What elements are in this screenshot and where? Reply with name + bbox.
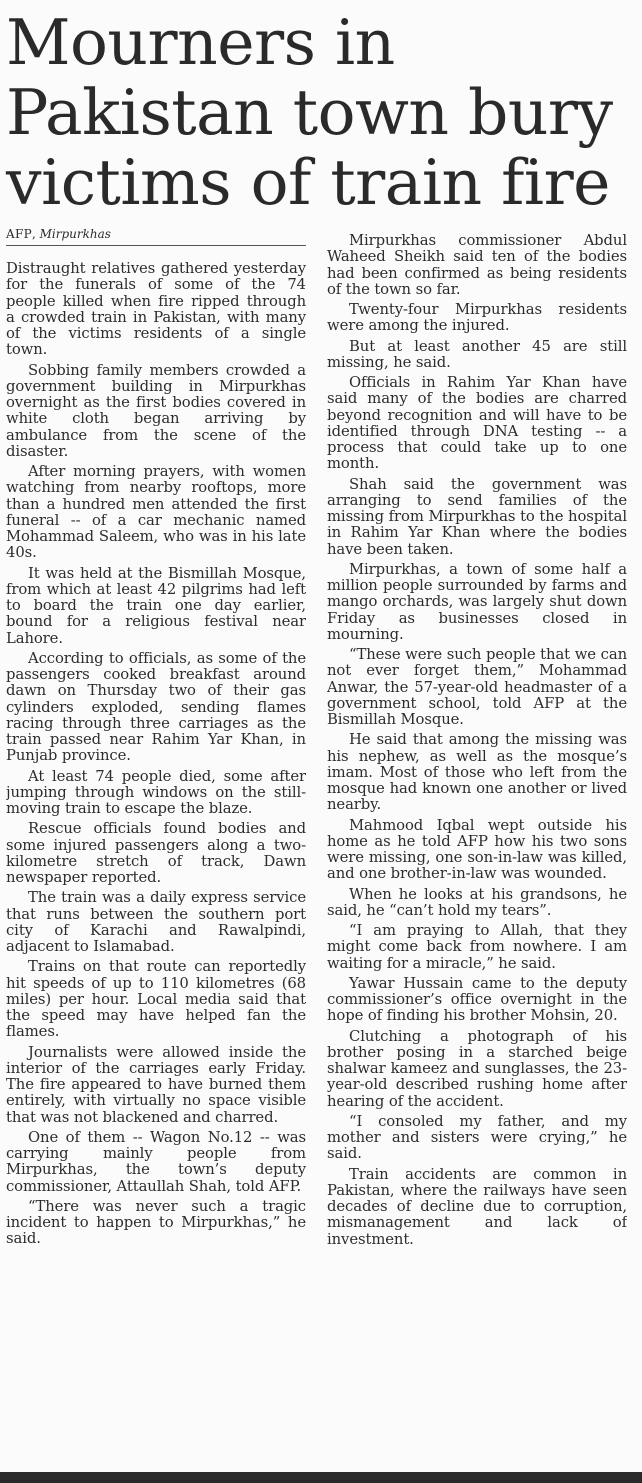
byline-location: Mirpurkhas bbox=[39, 227, 111, 241]
article-column-left bbox=[6, 261, 306, 1473]
article-paragraph: Clutching a photograph of his brother posing in a starched beige shalwar kameez and sunglasses, the 23-year-old described rushing home after hearing of the accident. bbox=[327, 1027, 627, 1110]
byline-divider bbox=[6, 245, 306, 246]
article-paragraph: Train accidents are common in Pakistan, where the railways have seen decades of decline due to corruption, mismanagement and lack of investment. bbox=[327, 1165, 627, 1248]
article-paragraph: He said that among the missing was his nephew, as well as the mosque’s imam. Most of those who left from the mosque had known one another or lived nearby. bbox=[327, 731, 627, 814]
headline: Mourners in Pakistan town bury victims of train fire bbox=[6, 6, 613, 219]
article-paragraph: After morning prayers, with women watching from nearby rooftops, more than a hundred men attended the first funeral -- of a car mechanic named Mohammad Saleem, who was in his late 40s. bbox=[6, 463, 306, 562]
article-paragraph: “I am praying to Allah, that they might come back from nowhere. I am waiting for a miracle,” he said. bbox=[327, 922, 627, 972]
article-paragraph: At least 74 people died, some after jumping through windows on the still-moving train to escape the blaze. bbox=[6, 767, 306, 817]
article-paragraph: When he looks at his grandsons, he said, he “can’t hold my tears”. bbox=[327, 885, 627, 919]
article-paragraph: Shah said the government was arranging to send families of the missing from Mirpurkhas to the hospital in Rahim Yar Khan where the bodies have been taken. bbox=[327, 475, 627, 558]
article-paragraph: According to officials, as some of the passengers cooked breakfast around dawn on Thursday two of their gas cylinders exploded, sending flames racing through three carriages as the train passed near Rahim Yar Khan, in Punjab province. bbox=[6, 649, 306, 765]
byline-source: AFP bbox=[6, 227, 32, 241]
article-paragraph: The train was a daily express service that runs between the southern port city of Karachi and Rawalpindi, adjacent to Islamabad. bbox=[6, 889, 306, 955]
article-paragraph: Sobbing family members crowded a government building in Mirpurkhas overnight as the first bodies covered in white cloth began arriving by ambulance from the scene of the disaster. bbox=[6, 361, 306, 460]
article-paragraph: “These were such people that we can not ever forget them,” Mohammad Anwar, the 57-year-old headmaster of a government school, told AFP at the Bismillah Mosque. bbox=[327, 646, 627, 728]
article-paragraph: Mirpurkhas commissioner Abdul Waheed Sheikh said ten of the bodies had been confirmed as being residents of the town so far. bbox=[327, 233, 627, 298]
page-bottom-border bbox=[0, 1472, 642, 1483]
byline-separator: , bbox=[31, 227, 40, 241]
article-paragraph: Mahmood Iqbal wept outside his home as he told AFP how his two sons were missing, one son-in-law was killed, and one brother-in-law was wounded. bbox=[327, 816, 627, 883]
article-paragraph: Journalists were allowed inside the interior of the carriages early Friday. The fire appeared to have burned them entirely, with virtually no space visible that was not blackened and charred. bbox=[6, 1043, 306, 1126]
byline bbox=[6, 226, 306, 242]
article-paragraph: Distraught relatives gathered yesterday for the funerals of some of the 74 people killed when fire ripped through a crowded train in Pakistan, with many of the victims residents of a single town. bbox=[6, 261, 306, 359]
article-paragraph: Trains on that route can reportedly hit speeds of up to 110 kilometres (68 miles) per hour. Local media said that the speed may have helped fan the flames. bbox=[6, 958, 306, 1041]
article-paragraph: “I consoled my father, and my mother and sisters were crying,” he said. bbox=[327, 1112, 627, 1163]
article-paragraph: Rescue officials found bodies and some injured passengers along a two-kilometre stretch of track, Dawn newspaper reported. bbox=[6, 820, 306, 886]
article-paragraph: Mirpurkhas, a town of some half a million people surrounded by farms and mango orchards, was largely shut down Friday as businesses closed in mourning. bbox=[327, 560, 627, 643]
article-paragraph: Yawar Hussain came to the deputy commissioner’s office overnight in the hope of finding his brother Mohsin, 20. bbox=[327, 974, 627, 1025]
article-paragraph: Officials in Rahim Yar Khan have said many of the bodies are charred beyond recognition and will have to be identified through DNA testing -- a process that could take up to one month. bbox=[327, 374, 627, 473]
article-paragraph: One of them -- Wagon No.12 -- was carrying mainly people from Mirpurkhas, the town’s deputy commissioner, Attaullah Shah, told AFP. bbox=[6, 1128, 306, 1195]
article-paragraph: Twenty-four Mirpurkhas residents were among the injured. bbox=[327, 301, 627, 335]
article-paragraph: “There was never such a tragic incident to happen to Mirpurkhas,” he said. bbox=[6, 1197, 306, 1248]
article-column-right bbox=[327, 233, 627, 1473]
article-paragraph: It was held at the Bismillah Mosque, from which at least 42 pilgrims had left to board the train one day earlier, bound for a religious festival near Lahore. bbox=[6, 564, 306, 647]
article-paragraph: But at least another 45 are still missing, he said. bbox=[327, 337, 627, 371]
